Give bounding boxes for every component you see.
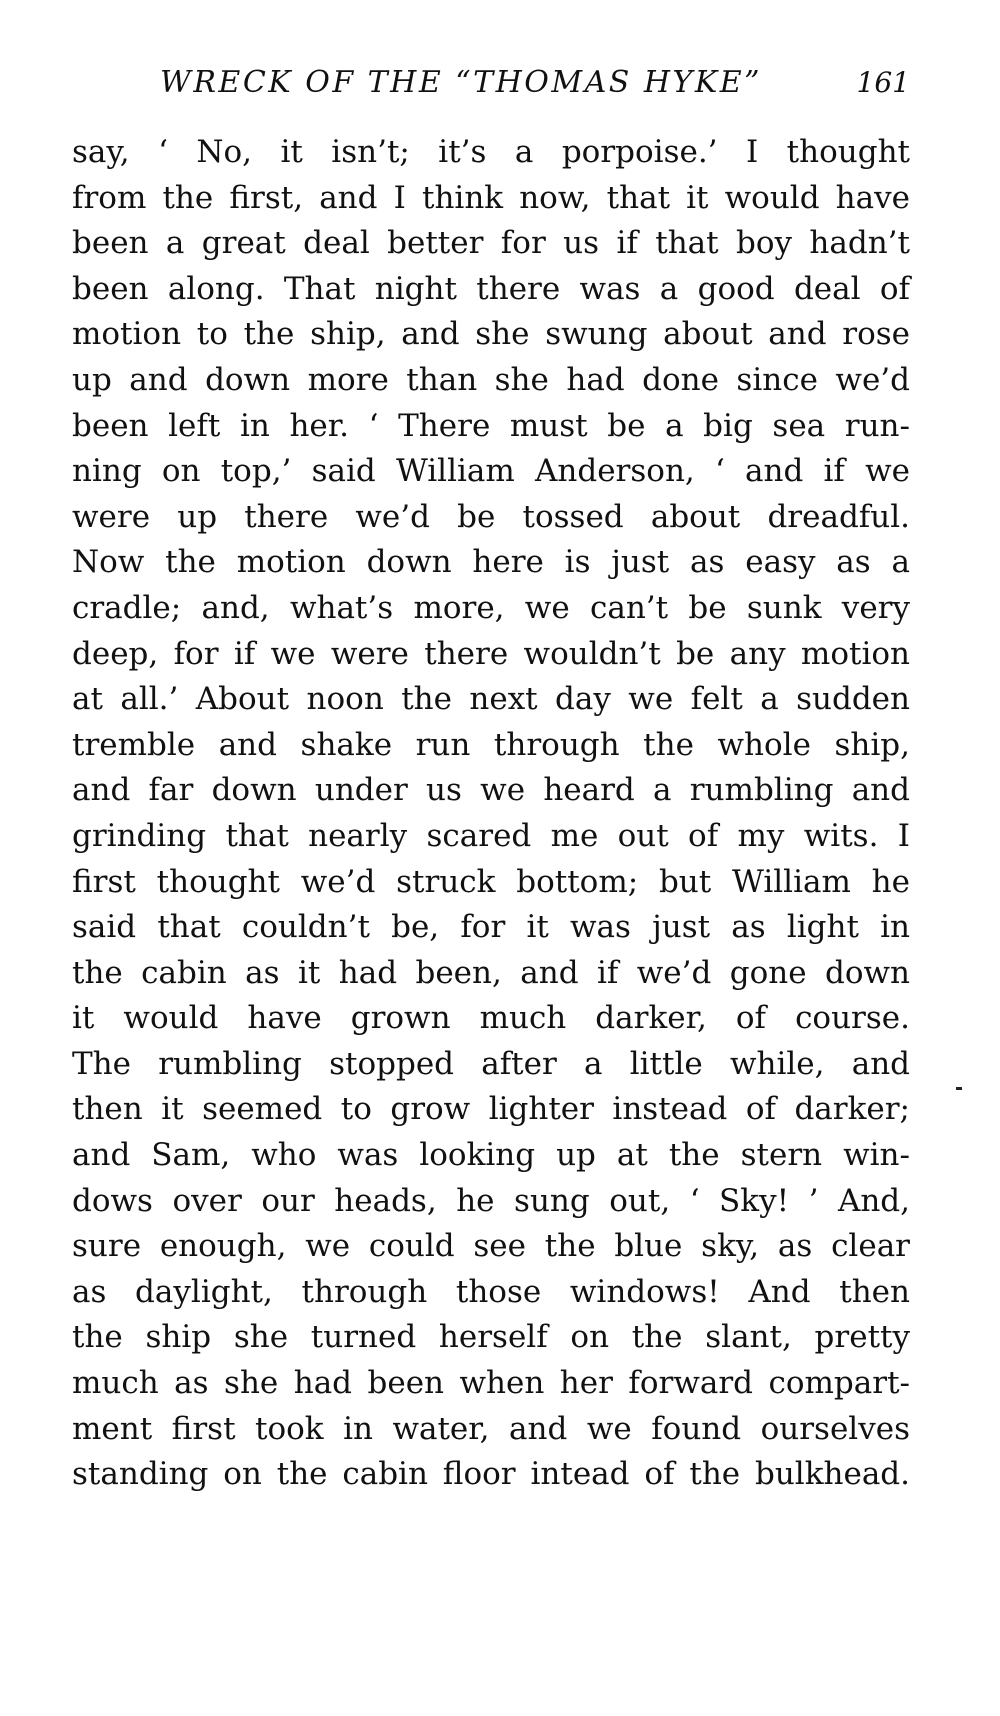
text-line: dows over our heads, he sung out, ‘ Sky! ’ And, (72, 1182, 910, 1219)
text-line: been along. That night there was a good deal of (72, 270, 910, 307)
text-line: deep, for if we were there wouldn’t be any motion (72, 635, 910, 672)
margin-mark (956, 1087, 962, 1090)
text-line: the ship she turned herself on the slant, pretty (72, 1319, 910, 1356)
text-line: tremble and shake run through the whole ship, (72, 726, 910, 763)
text-line: as daylight, through those windows! And then (72, 1273, 910, 1310)
text-line: been a great deal better for us if that boy hadn’t (72, 225, 910, 262)
text-line: were up there we’d be tossed about dreadful. (72, 498, 910, 535)
running-head (72, 58, 910, 108)
text-line: ment first took in water, and we found ourselves (72, 1410, 910, 1447)
text-line: been left in her. ‘ There must be a big sea run- (72, 407, 910, 444)
text-line: and far down under us we heard a rumbling and (72, 772, 910, 809)
text-line: sure enough, we could see the blue sky, as clear (72, 1228, 910, 1265)
text-line: The rumbling stopped after a little while, and (72, 1045, 910, 1082)
text-line: much as she had been when her forward compart- (72, 1365, 910, 1402)
text-line: said that couldn’t be, for it was just as light in (72, 909, 910, 946)
text-line: ning on top,’ said William Anderson, ‘ and if we (72, 453, 910, 490)
text-line: grinding that nearly scared me out of my wits. I (72, 817, 910, 854)
text-line: from the first, and I think now, that it would have (72, 179, 910, 216)
body-text (72, 130, 910, 1498)
text-line: up and down more than she had done since we’d (72, 361, 910, 398)
text-line: then it seemed to grow lighter instead of darker; (72, 1091, 910, 1128)
page-number: 161 (856, 66, 910, 99)
text-line: and Sam, who was looking up at the stern win- (72, 1137, 910, 1174)
text-line: Now the motion down here is just as easy as a (72, 544, 910, 581)
text-line: say, ‘ No, it isn’t; it’s a porpoise.’ I thought (72, 134, 910, 170)
text-line: the cabin as it had been, and if we’d gone down (72, 954, 910, 991)
text-line: it would have grown much darker, of course. (72, 1000, 910, 1037)
text-line: standing on the cabin floor intead of the bulkhead. (72, 1456, 910, 1493)
running-title: WRECK OF THE “THOMAS HYKE” (160, 65, 762, 100)
text-line: cradle; and, what’s more, we can’t be sunk very (72, 589, 910, 626)
text-line: first thought we’d struck bottom; but William he (72, 863, 910, 900)
text-line: at all.’ About noon the next day we felt a sudden (72, 681, 910, 718)
text-line: motion to the ship, and she swung about and rose (72, 316, 910, 353)
